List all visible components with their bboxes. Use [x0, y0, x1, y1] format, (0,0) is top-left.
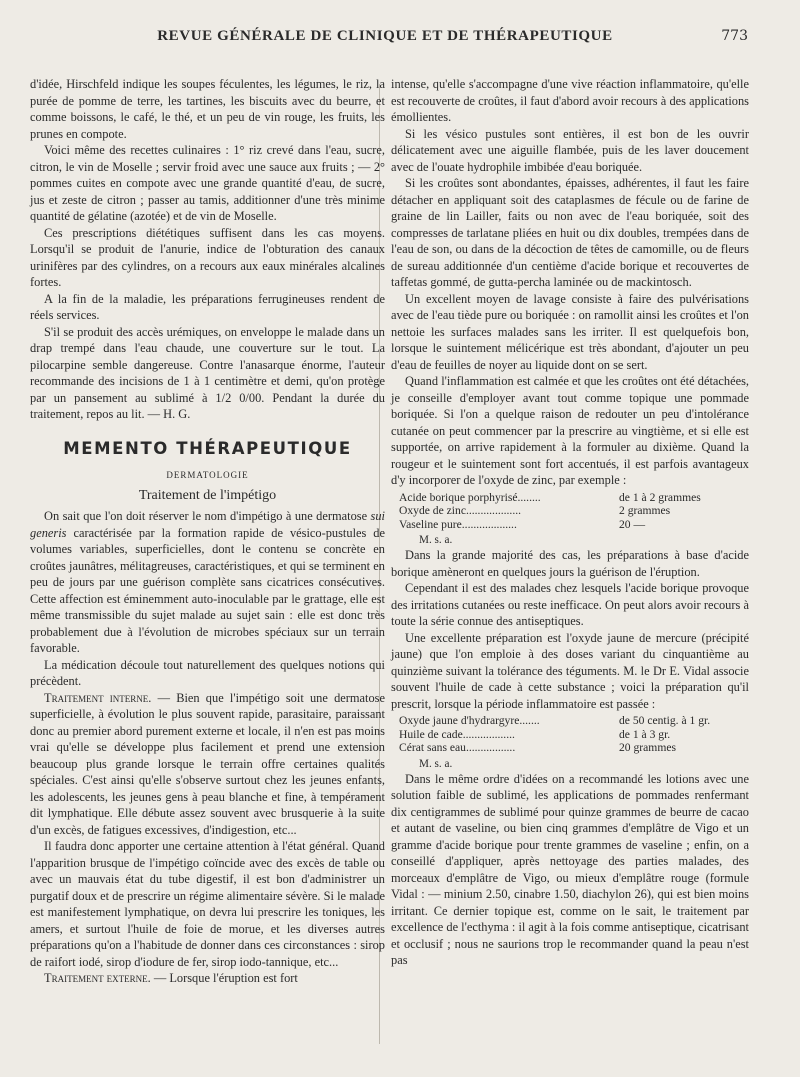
formula-quantity: 2 grammes: [619, 504, 671, 517]
paragraph: [30, 970, 385, 987]
running-head: [0, 28, 800, 48]
right-column: [391, 76, 749, 969]
formula-item: Cérat sans eau.................: [399, 741, 516, 754]
formula-row: [399, 518, 739, 532]
paragraph: S'il se produit des accès urémiques, on enveloppe le malade dans un drap trempé dans l'eau chaude, une couverture sur le tout. La pilocarpine semble dangereuse. Contre l'anasarque énorme, l'auteur recommande des incisions de 1 à 1 centimètre et demi, qu'on protège par un pansement au sublimé à 1/2 0/00. Pendant la durée du traitement, repos au lit. — H. G.: [30, 324, 385, 421]
paragraph: Une excellente préparation est l'oxyde jaune de mercure (précipité jaune) que l'on emploie à des doses variant du cinquantième au quinzième suivant la tolérance des téguments. M. le Dr E. Vidal associe souvent l'huile de cade à cette substance ; voici la préparation qu'il prescrit, lorsque la période inflammatoire est passée :: [391, 630, 749, 711]
paragraph: Dans la grande majorité des cas, les préparations à base d'acide borique amèneront en quelques jours la guérison de l'éruption.: [391, 548, 749, 579]
formula-item: Huile de cade..................: [399, 727, 515, 741]
paragraph: [30, 508, 385, 657]
formula-instruction: M. s. a.: [419, 534, 453, 546]
text-run: caractérisée par la formation rapide de vésico-pustules de volumes variables, superficielles, dont le contenu se concrète en croûtes jaunâtres, mélitagreuses, caractéristiques, et qui se terminent en peu de jours par une guérison complète sans cicatrices consécutives. Cette affection est éminemment auto-inoculable par le grattage, elle est même transmissible du sujet malade au sujet sain : elle est donc très probablement due à l'évolution de microbes spéciaux sur un terrain favorable.: [30, 525, 385, 655]
formula-item: Vaseline pure...................: [399, 517, 517, 531]
paragraph: Si les croûtes sont abondantes, épaisses, adhérentes, il faut les faire détacher en appliquant soit des cataplasmes de fécule ou de farine de graine de lin Lailler, faits ou non avec de l'eau boriquée, soit des compresses de tarlatane pliées en huit ou dix doubles, trempées dans de l'eau de son, ou dans de la décoction de têtes de camomille, ou de fleurs de sureau additionnée d'un centième d'acide borique et recouvertes de taffetas gommé, de gutta-percha laminée ou de mackintosch.: [391, 176, 749, 289]
formula-quantity: 20 —: [619, 517, 646, 531]
formula-row: [399, 504, 739, 518]
formula-quantity: de 50 centig. à 1 gr.: [619, 714, 711, 727]
paragraph: La médication découle tout naturellement des quelques notions qui précèdent.: [30, 657, 385, 688]
paragraph: Quand l'inflammation est calmée et que les croûtes ont été détachées, je conseille d'employer avant tout comme topique une pommade boriquée. Si l'on a quelque raison de redouter un peu d'intolérance cutanée on peut commencer par la prescrire au vingtième, et si elle est supportée, on arrive rapidement à la formuler au dixième. Quand la rougeur et le suintement sont fort accentués, il est parfois avantageux d'y incorporer de l'oxyde de zinc, par exemple :: [391, 374, 749, 487]
text-run: On sait que l'on doit réserver le nom d'impétigo à une dermatose: [44, 509, 371, 523]
prescription-formula: [399, 491, 739, 532]
formula-row: [399, 714, 739, 728]
paragraph: Dans le même ordre d'idées on a recommandé les lotions avec une solution faible de sublimé, les applications de pommades renfermant dix centigrammes de sublimé pour quinze grammes de beurre de cacao et autant de vaseline, ou bien cinq grammes d'emplâtre de Vigo et un gramme d'acide borique pour trente grammes de vaseline ; enfin, on a conseillé d'appliquer, après nettoyage des parties malades, des morceaux d'emplâtre de Vigo, ou mieux d'emplâtre rouge (formule Vidal : — minium 2.50, cinabre 1.50, diachylon 26), qui est bien moins irritant. Ce dernier topique est, comme on le sait, le traitement par excellence de l'ecthyma : il agit à la fois comme antiseptique, cicatrisant et occlusif ; nous ne saurions trop le recommander quand la peau n'est pas: [391, 771, 749, 967]
left-column: [30, 76, 385, 987]
subsection-label: Traitement interne.: [44, 690, 152, 705]
page-number: 773: [721, 28, 748, 44]
running-title: REVUE GÉNÉRALE DE CLINIQUE ET DE THÉRAPEUTIQUE: [157, 28, 613, 44]
formula-quantity: de 1 à 3 gr.: [619, 727, 671, 741]
paragraph: intense, qu'elle s'accompagne d'une vive réaction inflammatoire, qu'elle est recouverte de croûtes, il faut d'abord avoir recours à des applications émollientes.: [391, 77, 749, 124]
formula-row: [399, 491, 739, 505]
formula-quantity: de 1 à 2 grammes: [619, 490, 701, 504]
prescription-formula: [399, 714, 739, 755]
formula-item: Oxyde jaune d'hydrargyre.......: [399, 714, 540, 727]
section-label: DERMATOLOGIE: [166, 470, 249, 480]
formula-quantity: 20 grammes: [619, 741, 676, 754]
text-run: — Bien que l'impétigo soit une dermatose superficielle, à évolution le plus souvent rapide, parasitaire, paraissant donc au premier abord purement externe et locale, il n'en est pas moins vrai qu'elle se développe plus facilement et prend une extension beaucoup plus grande lorsque le terrain offre certaines qualités spéciales. C'est ainsi qu'elle s'observe surtout chez les jeunes enfants, les adolescents, les jeunes gens à peau blanche et fine, à tempérament dit lymphatique. Elle débute assez souvent avec brusquerie à la suite d'un excès, de fatigues excessives, d'indigestion, etc...: [30, 690, 385, 837]
subsection-label: Traitement externe.: [44, 971, 151, 985]
paragraph: d'idée, Hirschfeld indique les soupes féculentes, les légumes, le riz, la purée de pomme de terre, les tartines, les biscuits avec du beurre, et comme boissons, le café, le thé, et un peu de vin rouge, les fruits, les prunes en compote.: [30, 77, 385, 141]
italic-term: sui generis: [30, 509, 385, 540]
paragraph: A la fin de la maladie, les préparations ferrugineuses rendent de réels services.: [30, 291, 385, 322]
formula-row: [399, 728, 739, 742]
formula-item: Acide borique porphyrisé........: [399, 490, 541, 504]
paragraph: Voici même des recettes culinaires : 1° riz crevé dans l'eau, sucre, citron, le vin de Moselle ; servir froid avec une sauce aux fruits ; — 2° pommes cuites en compote avec une grande quantité d'eau, de sucre, jus et zeste de citron ; passer au tamis, additionner d'une très minime quantité de gélatine (azotée) et de vin de Moselle.: [30, 143, 385, 223]
paragraph: [30, 690, 385, 839]
article-title: Traitement de l'impétigo: [138, 487, 277, 503]
formula-row: [399, 741, 739, 755]
paragraph: Il faudra donc apporter une certaine attention à l'état général. Quand l'apparition brusque de l'impétigo coïncide avec des excès de table ou avec un mauvais état du tube digestif, il est bon d'administrer un purgatif doux et de prescrire un régime alimentaire sévère. Si le malade est manifestement lymphatique, on devra lui prescrire les toniques, les amers, et surtout l'huile de foie de morue, et les diverses autres préparations qu'on a l'habitude de donner dans ces circonstances : sirop de raifort iodé, sirop d'iodure de fer, sirop iodo-tannique, etc...: [30, 839, 385, 969]
section-heading: MEMENTO THÉRAPEUTIQUE: [63, 438, 352, 458]
paragraph: Si les vésico pustules sont entières, il est bon de les ouvrir délicatement avec une aiguille flambée, puis de les laver doucement avec de l'ouate hydrophile imbibée d'eau boriquée.: [391, 126, 749, 174]
paragraph: Ces prescriptions diététiques suffisent dans les cas moyens. Lorsqu'il se produit de l'anurie, indice de l'obturation des canaux urinifères par des cylindres, on a recours aux eaux minérales alcalines fortes.: [30, 225, 385, 289]
formula-instruction: M. s. a.: [419, 757, 453, 770]
paragraph: Cependant il est des malades chez lesquels l'acide borique provoque des irritations cutanées ou reste inefficace. On peut alors avoir recours à toute la série connue des antiseptiques.: [391, 581, 749, 628]
text-run: — Lorsque l'éruption est fort: [150, 971, 298, 985]
formula-item: Oxyde de zinc...................: [399, 504, 522, 517]
paragraph: Un excellent moyen de lavage consiste à faire des pulvérisations avec de l'eau tiède pure ou boriquée : on ramollit ainsi les croûtes et l'on nettoie les surfaces malades sans les irriter. Il est quelquefois bon, lorsque le suintement mélicérique est très abondant, d'ajouter un peu d'eau de feuilles de noyer au liquide dont on se sert.: [391, 291, 749, 372]
